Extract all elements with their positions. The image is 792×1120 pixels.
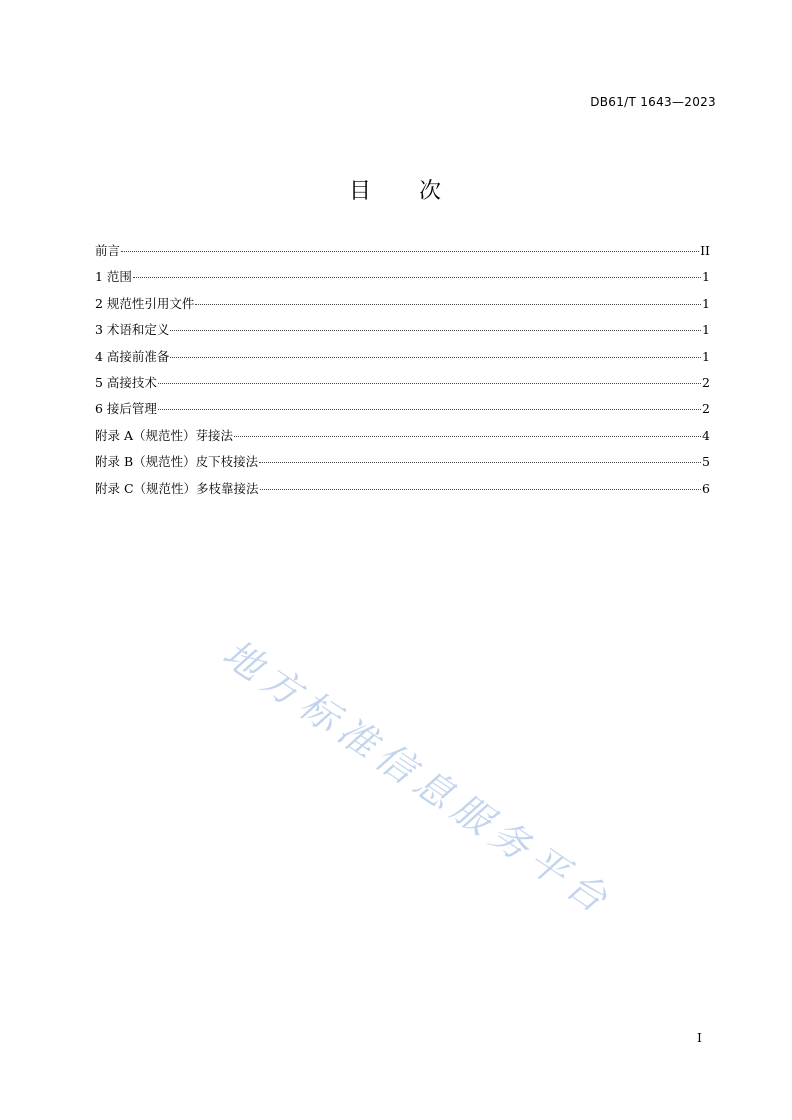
- page-title: [0, 174, 792, 205]
- toc-item-post-grafting-management[interactable]: [95, 396, 710, 422]
- toc-item-label: 3 术语和定义: [95, 322, 170, 338]
- toc-item-scope[interactable]: [95, 264, 710, 290]
- toc-item-normative-references[interactable]: [95, 291, 710, 317]
- document-code: DB61/T 1643—2023: [590, 95, 716, 109]
- toc-item-preparation[interactable]: [95, 344, 710, 370]
- toc-item-page: 1: [702, 269, 710, 285]
- toc-item-page: 1: [702, 348, 710, 364]
- toc-item-label: 附录 B（规范性）皮下枝接法: [95, 454, 259, 470]
- table-of-contents: [95, 238, 710, 502]
- toc-item-grafting-technique[interactable]: [95, 370, 710, 396]
- toc-leader-dots: [259, 462, 701, 463]
- title-char-1: 目: [348, 179, 373, 204]
- toc-item-page: 1: [702, 295, 710, 311]
- toc-leader-dots: [195, 304, 701, 305]
- toc-leader-dots: [158, 409, 701, 410]
- toc-item-label: 6 接后管理: [95, 401, 157, 417]
- toc-item-label: 4 高接前准备: [95, 348, 170, 364]
- watermark: 地方标准信息服务平台: [215, 631, 622, 925]
- toc-leader-dots: [234, 436, 701, 437]
- toc-item-page: 1: [702, 322, 710, 338]
- toc-item-page: 2: [702, 401, 710, 417]
- toc-leader-dots: [170, 357, 701, 358]
- page-number: I: [697, 1030, 702, 1045]
- toc-item-label: 附录 A（规范性）芽接法: [95, 427, 234, 443]
- toc-item-label: 2 规范性引用文件: [95, 295, 195, 311]
- toc-leader-dots: [260, 489, 702, 490]
- title-char-2: 次: [419, 179, 444, 204]
- toc-item-foreword[interactable]: [95, 238, 710, 264]
- toc-leader-dots: [121, 251, 699, 252]
- toc-item-label: 1 范围: [95, 269, 132, 285]
- toc-item-page: 4: [702, 427, 710, 443]
- toc-item-label: 附录 C（规范性）多枝靠接法: [95, 480, 259, 496]
- toc-item-page: II: [700, 243, 710, 258]
- toc-item-terms-definitions[interactable]: [95, 317, 710, 343]
- toc-leader-dots: [158, 383, 701, 384]
- toc-item-appendix-c[interactable]: [95, 476, 710, 502]
- toc-item-page: 2: [702, 374, 710, 390]
- toc-item-label: 前言: [95, 243, 121, 258]
- toc-item-page: 6: [702, 480, 710, 496]
- toc-item-label: 5 高接技术: [95, 374, 157, 390]
- toc-item-appendix-a[interactable]: [95, 423, 710, 449]
- toc-leader-dots: [170, 330, 701, 331]
- toc-item-appendix-b[interactable]: [95, 449, 710, 475]
- toc-leader-dots: [133, 277, 701, 278]
- toc-item-page: 5: [702, 454, 710, 470]
